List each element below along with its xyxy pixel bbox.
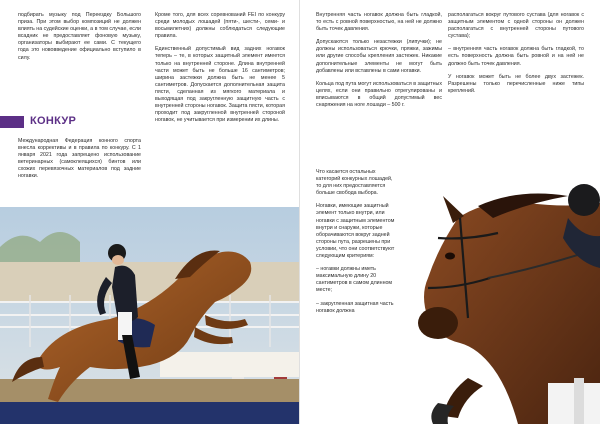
section-accent-block bbox=[0, 116, 24, 128]
right-column-2 bbox=[448, 12, 584, 101]
intro-paragraph: подбирать музыку под Переездку Большого приза. При этом выбор композиций не должен влиять на судейские оценки, а в том случае, если всадник не предоставляет фоновую музыку, организаторы выбирают ее сами. С текущего года это нововведение официально вступило в силу. bbox=[18, 12, 141, 61]
left-column-2 bbox=[155, 12, 285, 130]
body-paragraph: Ногавки, имеющие защитный элемент только внутри, или ногавки с защитным элементом внутри и снаружи, которые оборачиваются вокруг задней стороны пута, разрешены при условии, что они соответствуют следующим критериям: bbox=[316, 203, 395, 260]
list-item: – закругленная защитная часть ногавок должна bbox=[316, 300, 394, 314]
show-jumping-photo bbox=[0, 207, 300, 424]
section-title: КОНКУР bbox=[30, 115, 77, 127]
right-column-1 bbox=[316, 12, 442, 115]
body-paragraph: Единственный допустимый вид задних ногавок теперь – те, в которых защитный элемент имеется только на внутренней стороне. Длина внутренней части может быть не больше 16 сантиметров; ширина застежки должна быть не менее 5 сантиметров. Допускается дополнительная защита пясти, сделанная из мягкого материала и выходящая под закругленную защитную часть с внутренней стороны ногавок. Защита пясти, которая проходит под закругленной внутренней стороной ногавок, не учитывается при измерении их длины. bbox=[155, 46, 285, 124]
section-heading bbox=[0, 114, 145, 130]
right-page bbox=[300, 0, 600, 424]
show-jumping-photo-illustration bbox=[0, 207, 300, 424]
horse-jumping-photo-illustration bbox=[398, 178, 600, 424]
horse-jumping-photo bbox=[398, 178, 600, 424]
right-column-1-continued bbox=[316, 169, 398, 315]
body-paragraph: Допускаются только незастежки (липучки); не должны использоваться крючки, пряжки, зажимы или другие способы крепления застежек. Никакие дополнительные элементы не могут быть добавлены или вставлены в сами ногавки. bbox=[316, 39, 442, 74]
body-paragraph: Международная Федерация конного спорта внесла коррективы и в правила по конкуру. С 1 января 2021 года запрещено использование ветеринарных (самоклеящихся) бинтов или схожих перевязочных материалов под задние ногавки. bbox=[18, 138, 141, 180]
body-paragraph: – внутренняя часть ногавок должна быть гладкой, то есть поверхность должна быть ровной и на ней не должно быть точек давления. bbox=[448, 46, 584, 67]
body-paragraph: Кроме того, для всех соревнований FEI по конкуру среди молодых лошадей (пяти-, шести-, семи- и восьмилетних) должны соблюдаться следующие правила. bbox=[155, 12, 285, 40]
body-paragraph: Внутренняя часть ногавок должна быть гладкой, то есть с ровной поверхностью, на ней не должно быть точек давления. bbox=[316, 12, 442, 33]
body-paragraph: У ногавок может быть не более двух застежек. Разрешены только перечисленные ниже типы креплений. bbox=[448, 73, 584, 94]
body-paragraph: Кольца под пута могут использоваться в защитных целях, если они правильно отрегулированы и вписываются в общий допустимый вес снаряжения на ноге лошади – 500 г. bbox=[316, 80, 442, 109]
left-column-1 bbox=[18, 12, 141, 68]
body-paragraph: располагаться вокруг путового сустава (для ногавок с защитным элементом с одной стороны он должен располагаться с внутренней стороны путового сустава); bbox=[448, 12, 584, 40]
list-item: – ногавки должны иметь максимальную длину 20 сантиметров в самом длинном месте; bbox=[316, 266, 393, 294]
left-column-1-body bbox=[18, 138, 141, 187]
body-paragraph: Что касается остальных категорий конкурных лошадей, то для них предоставляется больше свобода выбора. bbox=[316, 169, 393, 197]
